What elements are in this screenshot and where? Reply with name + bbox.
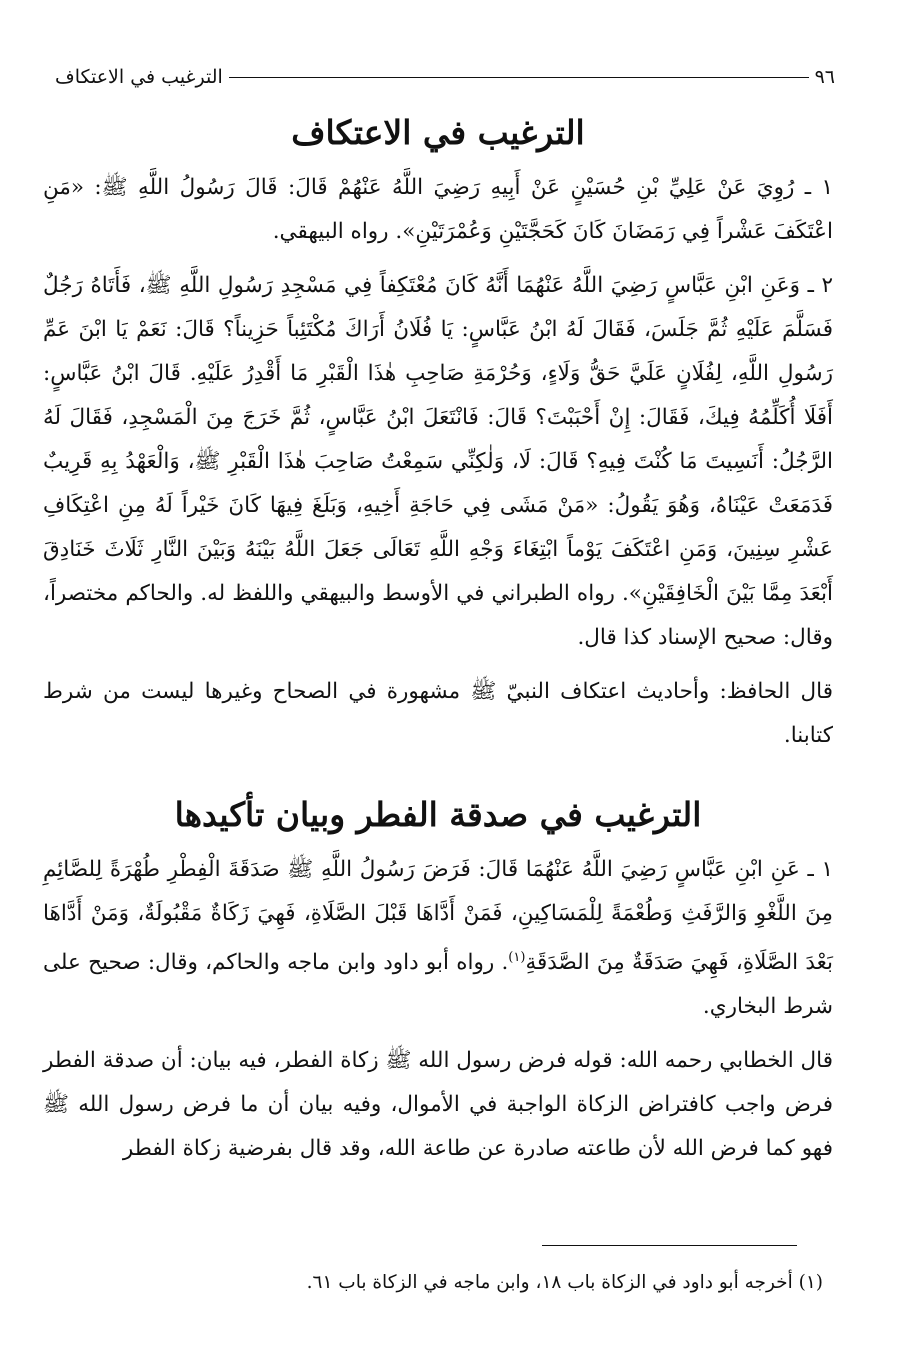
footnote-marker: (١) [798,1272,823,1293]
footnote-1 [63,1268,823,1298]
hadith-2-itikaf: ٢ ـ وَعَنِ ابْنِ عَبَّاسٍ رَضِيَ اللَّهُ عَنْهُمَا أَنَّهُ كَانَ مُعْتَكِفاً فِي مَسْجِدِ رَسُولِ اللَّهِ ﷺ، فَأَتَاهُ رَجُلٌ فَسَلَّمَ عَلَيْهِ ثُمَّ جَلَسَ، فَقَالَ لَهُ ابْنُ عَبَّاسٍ: يَا فُلَانُ أَرَاكَ مُكْتَئِباً حَزِيناً؟ قَالَ: نَعَمْ يَا ابْنَ عَمِّ رَسُولِ اللَّهِ، لِفُلَانٍ عَلَيَّ حَقُّ وَلَاءٍ، وَحُرْمَةِ صَاحِبِ هٰذَا الْقَبْرِ مَا أَقْدِرُ عَلَيْهِ. قَالَ ابْنُ عَبَّاسٍ: أَفَلَا أُكَلِّمُهُ فِيكَ، فَقَالَ: إِنْ أَحْبَبْتَ؟ قَالَ: فَانْتَعَلَ ابْنُ عَبَّاسٍ، ثُمَّ خَرَجَ مِنَ الْمَسْجِدِ، فَقَالَ لَهُ الرَّجُلُ: أَنَسِيتَ مَا كُنْتَ فِيهِ؟ قَالَ: لَا، وَلٰكِنِّي سَمِعْتُ صَاحِبَ هٰذَا الْقَبْرِ ﷺ، وَالْعَهْدُ بِهِ قَرِيبٌ فَدَمَعَتْ عَيْنَاهُ، وَهُوَ يَقُولُ: «مَنْ مَشَى فِي حَاجَةِ أَخِيهِ، وَبَلَغَ فِيهَا كَانَ خَيْراً لَهُ مِنِ اعْتِكَافِ عَشْرِ سِنِينَ، وَمَنِ اعْتَكَفَ يَوْماً ابْتِغَاءَ وَجْهِ اللَّهِ تَعَالَى جَعَلَ اللَّهُ بَيْنَهُ وَبَيْنَ النَّارِ ثَلَاثَ خَنَادِقَ أَبْعَدَ مِمَّا بَيْنَ الْخَافِقَيْنِ». رواه الطبراني في الأوسط والبيهقي واللفظ له. والحاكم مختصراً، وقال: صحيح الإسناد كذا قال. [43,273,833,650]
hadith-1-text: ١ ـ عَنِ ابْنِ عَبَّاسٍ رَضِيَ اللَّهُ عَنْهُمَا قَالَ: فَرَضَ رَسُولُ اللَّهِ ﷺ صَدَقَةَ الْفِطْرِ طُهْرَةً لِلصَّائِمِ مِنَ اللَّغْوِ وَالرَّفَثِ وَطُعْمَةً لِلْمَسَاكِينِ، فَمَنْ أَدَّاهَا قَبْلَ الصَّلَاةِ، فَهِيَ زَكَاةٌ مَقْبُولَةٌ، وَمَنْ أَدَّاهَا بَعْدَ الصَّلَاةِ، فَهِيَ صَدَقَةٌ مِنَ الصَّدَقَةِ [43,857,834,976]
running-title: الترغيب في الاعتكاف [55,66,223,88]
running-header [55,62,835,92]
section-title-zakat-fitr: الترغيب في صدقة الفطر وبيان تأكيدها [174,795,702,834]
footnote-text: أخرجه أبو داود في الزكاة باب ١٨، وابن ماجه في الزكاة باب ٦١. [306,1272,793,1293]
khattabi-note: قال الخطابي رحمه الله: قوله فرض رسول الله ﷺ زكاة الفطر، فيه بيان: أن صدقة الفطر فرض واجب كافتراض الزكاة الواجبة في الأموال، وفيه بيان أن ما فرض رسول الله ﷺ فهو كما فرض الله لأن طاعته صادرة عن طاعة الله، وقد قال بفرضية زكاة الفطر [43,1048,833,1162]
header-rule [229,77,809,78]
footnote-ref-marker: (١) [508,950,526,965]
footnote-separator [542,1245,797,1246]
section-title-itikaf: الترغيب في الاعتكاف [291,113,585,152]
page-content [43,108,833,1171]
page-number: ٩٦ [814,66,835,88]
hadith-1-source: . رواه أبو داود وابن ماجه والحاكم، وقال: صحيح على شرط البخاري. [43,950,833,1020]
hadith-1-zakat-fitr [43,848,833,1029]
hafiz-note: قال الحافظ: وأحاديث اعتكاف النبيّ ﷺ مشهورة في الصحاح وغيرها ليست من شرط كتابنا. [43,679,833,748]
hadith-1-itikaf: ١ ـ رُوِيَ عَنْ عَلِيِّ بْنِ حُسَيْنٍ عَنْ أَبِيهِ رَضِيَ اللَّهُ عَنْهُمْ قَالَ: قَالَ رَسُولُ اللَّهِ ﷺ: «مَنِ اعْتَكَفَ عَشْراً فِي رَمَضَانَ كَانَ كَحَجَّتَيْنِ وَعُمْرَتَيْنِ». رواه البيهقي. [43,175,833,244]
